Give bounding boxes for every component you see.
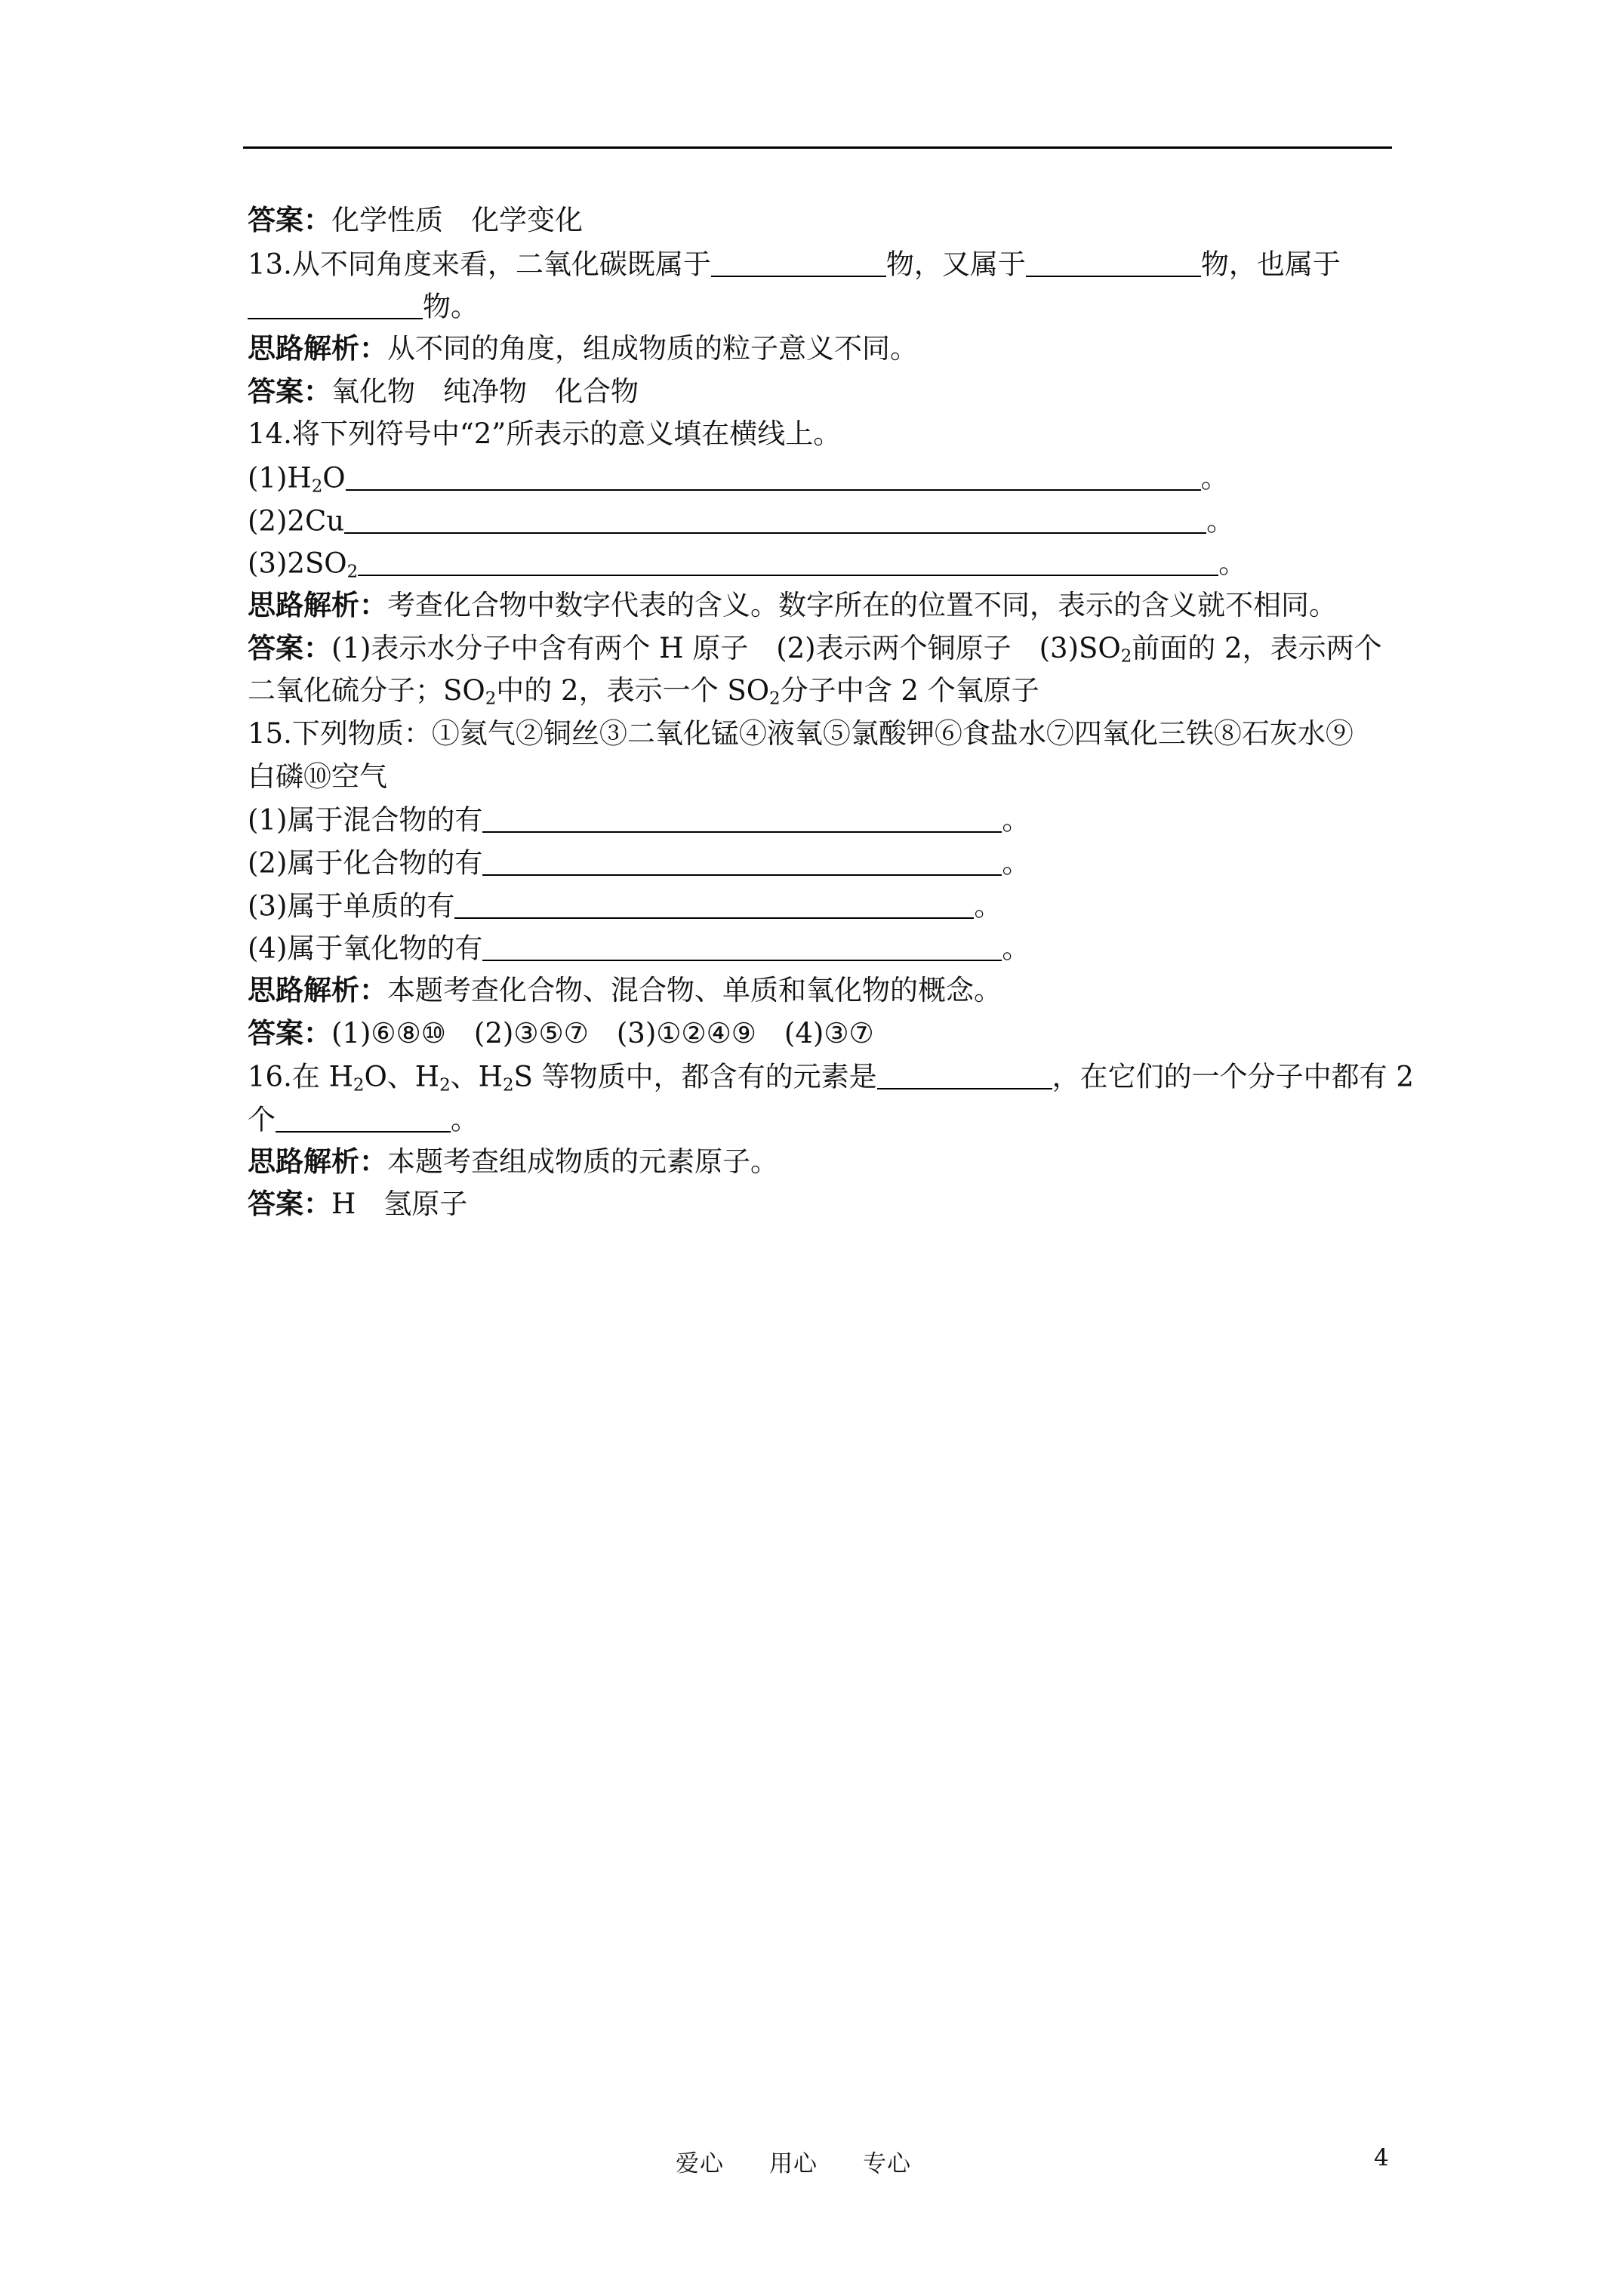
q14-text: 14.将下列符号中“2”所表示的意义填在横线上。 [248,418,842,450]
subscript: 2 [311,476,323,497]
q16-text: S 等物质中，都含有的元素是 [513,1060,877,1093]
analysis-14 [248,588,1337,621]
answer-label: 答案： [248,374,331,408]
answer-text: 化学性质 化学变化 [331,204,583,236]
item-text: (2)属于化合物的有 [248,846,483,880]
analysis-13 [248,331,918,365]
q15-item-4 [248,933,1030,963]
blank [1026,249,1201,277]
answer-label: 答案： [248,203,331,236]
footer-motto: 用心 [769,2150,818,2177]
answer-text: 氧化物 纯净物 化合物 [331,375,639,408]
analysis-text: 本题考查组成物质的元素原子。 [387,1145,778,1178]
answer-text: 二氧化硫分子；SO [248,674,485,707]
subscript: 2 [353,1075,365,1096]
blank [482,933,1002,961]
answer-label: 答案： [248,1016,331,1049]
period: 。 [1218,547,1247,580]
analysis-15 [248,973,1002,1006]
period: 。 [1206,504,1235,538]
answer-15 [248,1016,874,1049]
period: 。 [1200,461,1229,495]
question-16 [248,1060,1414,1096]
answer-text: 中的 2，表示一个 SO [496,674,770,707]
question-16-cont [248,1105,479,1134]
answer-label: 答案： [248,631,331,664]
footer-motto: 爱心 [676,2150,724,2177]
subscript: 2 [502,1075,514,1096]
formula-part: (2)2Cu [248,504,345,538]
answer-text: 前面的 2，表示两个 [1132,632,1382,664]
period: 。 [1002,846,1030,880]
q13-text-d: 物。 [423,290,479,323]
analysis-label: 思路解析： [248,331,387,365]
answer-14 [248,631,1382,667]
q15-text: 白磷⑩空气 [248,760,387,793]
q16-text: 、H [450,1060,503,1093]
period: 。 [1002,803,1030,837]
q16-text: 个 [248,1103,276,1136]
blank [346,463,1201,491]
formula-part: O [322,461,346,495]
subscript: 2 [439,1075,451,1096]
answer-12 [248,203,583,236]
q13-text-a: 13.从不同角度来看，二氧化碳既属于 [248,248,711,281]
question-13 [248,249,1341,279]
answer-text: 分子中含 2 个氧原子 [780,674,1039,707]
item-text: (4)属于氧化物的有 [248,932,483,965]
formula-part: (1)H [248,461,312,495]
analysis-text: 考查化合物中数字代表的含义。数字所在的位置不同，表示的含义就不相同。 [387,589,1337,621]
blank [248,291,423,319]
subscript: 2 [346,562,359,582]
answer-label: 答案： [248,1187,331,1220]
analysis-16 [248,1145,778,1178]
answer-13 [248,374,639,408]
question-14 [248,420,841,448]
subscript: 2 [769,689,781,709]
page-footer [676,2144,956,2178]
blank [454,891,974,919]
q16-text: ，在它们的一个分子中都有 2 [1052,1060,1414,1093]
blank [482,805,1002,833]
blank [877,1062,1052,1089]
answer-text: (1)表示水分子中含有两个 H 原子 (2)表示两个铜原子 (3)SO [331,632,1121,664]
item-text: (3)属于单质的有 [248,889,455,923]
blank [344,506,1206,534]
q16-text: 16.在 H [248,1060,353,1093]
q14-item-3 [248,547,1247,582]
question-13-cont [248,291,479,321]
formula-part: (3)2SO [248,547,347,580]
period: 。 [974,889,1002,923]
q14-item-2 [248,504,1235,538]
question-15-cont [248,760,387,793]
q15-text: 15.下列物质：①氦气②铜丝③二氧化锰④液氧⑤氯酸钾⑥食盐水⑦四氧化三铁⑧石灰水⑨ [248,717,1354,750]
analysis-label: 思路解析： [248,588,387,621]
header-rule [243,146,1392,149]
subscript: 2 [1120,646,1132,667]
analysis-label: 思路解析： [248,1145,387,1178]
page-number: 4 [1374,2144,1389,2171]
answer-14-cont [248,674,1039,709]
item-text: (1)属于混合物的有 [248,803,483,837]
q14-item-1 [248,461,1229,497]
analysis-label: 思路解析： [248,973,387,1006]
period: 。 [451,1103,479,1136]
blank [482,848,1002,876]
q15-item-2 [248,846,1030,880]
subscript: 2 [485,689,497,709]
q13-text-b: 物，又属于 [885,248,1026,281]
answer-text: (1)⑥⑧⑩ (2)③⑤⑦ (3)①②④⑨ (4)③⑦ [331,1017,874,1049]
blank [711,249,886,277]
blank [358,548,1218,576]
question-15 [248,717,1354,750]
footer-motto: 专心 [863,2150,911,2177]
answer-16 [248,1187,468,1220]
answer-text: H 氢原子 [331,1188,468,1220]
q15-item-1 [248,803,1030,837]
analysis-text: 本题考查化合物、混合物、单质和氧化物的概念。 [387,974,1002,1006]
q13-text-c: 物，也属于 [1200,248,1341,281]
blank [276,1105,451,1133]
period: 。 [1002,932,1030,965]
analysis-text: 从不同的角度，组成物质的粒子意义不同。 [387,332,918,365]
q16-text: O、H [364,1060,440,1093]
q15-item-3 [248,889,1002,923]
